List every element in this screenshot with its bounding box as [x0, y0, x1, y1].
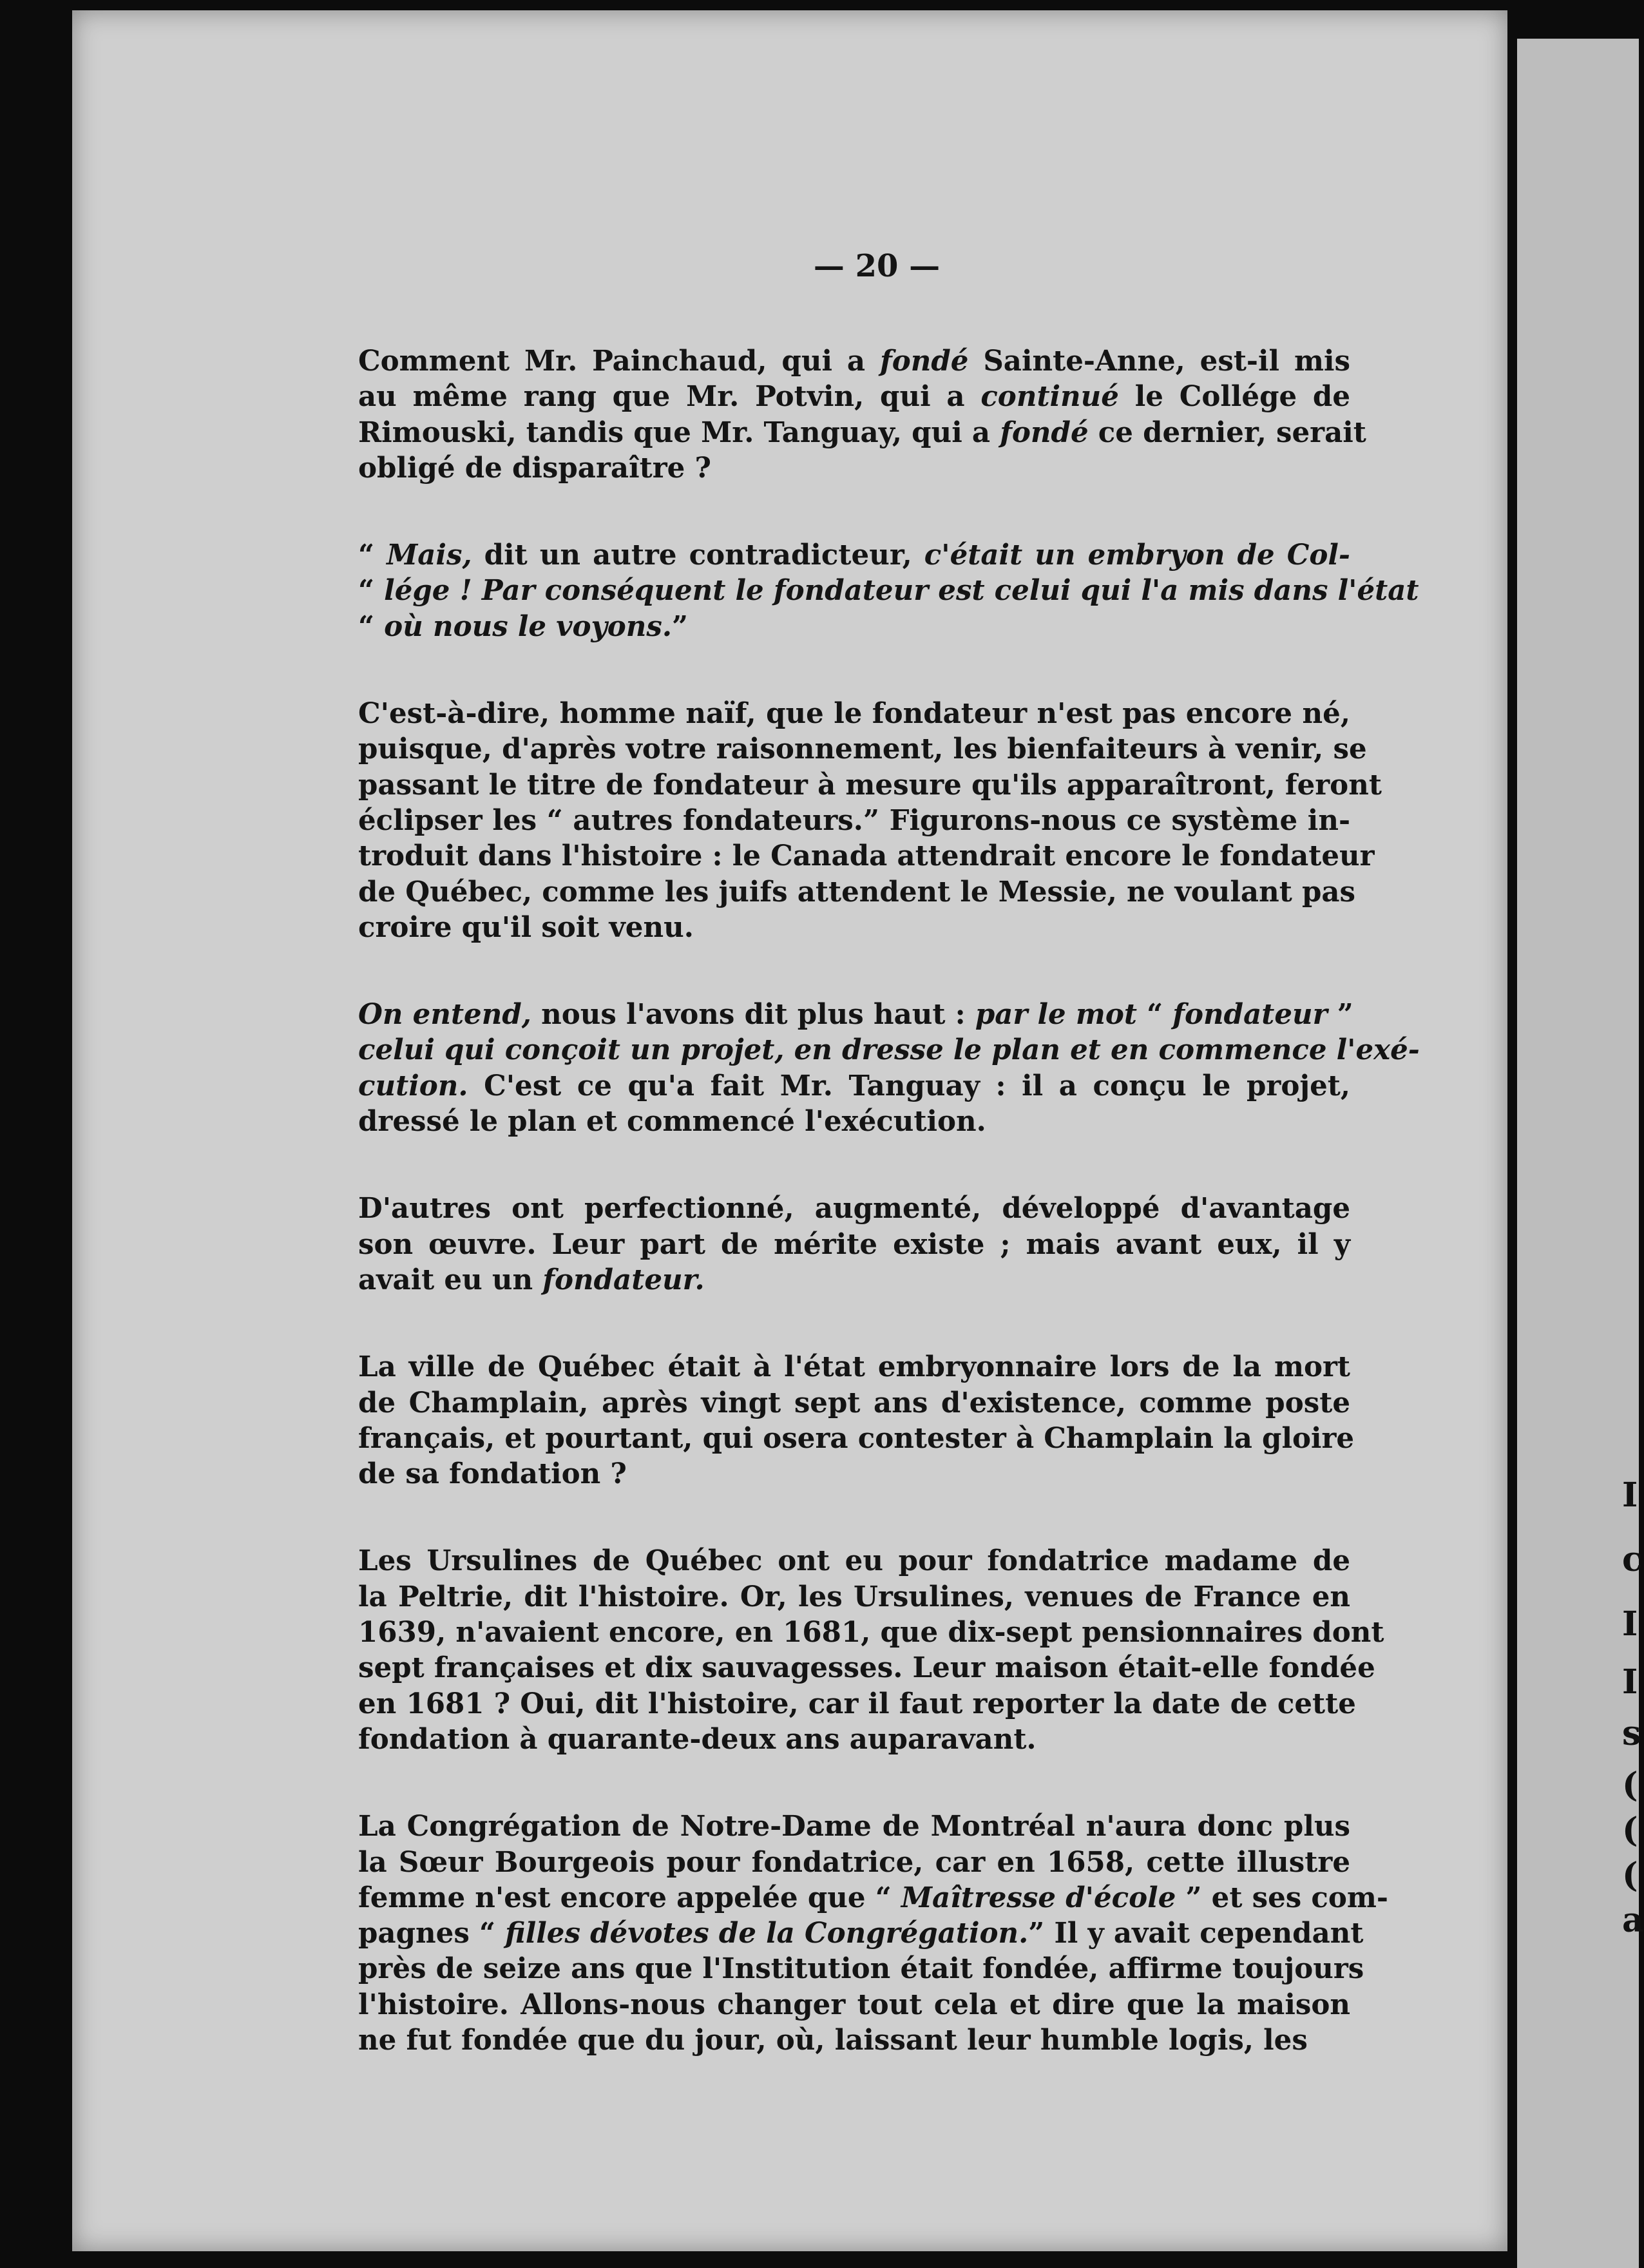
- text-line: [358, 1845, 1350, 1880]
- italic-text: Mais,: [387, 539, 472, 572]
- text-run: nous l'avons dit plus haut :: [531, 998, 975, 1032]
- italic-text: filles dévotes de la Congrégation.: [505, 1917, 1029, 1950]
- italic-text: lége ! Par conséquent le fondateur est celui qui l'a mis dans l'état: [384, 574, 1419, 608]
- text-line: [358, 1456, 1350, 1492]
- italic-text: Maîtresse d'école: [901, 1881, 1176, 1914]
- text-run: dit un autre contradicteur,: [472, 539, 924, 572]
- text-line: [358, 1722, 1350, 1757]
- text-line: [358, 573, 1419, 608]
- text-run: pagnes “: [358, 1917, 506, 1950]
- text-line: [358, 1916, 1364, 1951]
- italic-text: celui qui conçoit un projet, en dresse le plan et en commence l'exé-: [358, 1033, 1420, 1067]
- paragraph: [358, 537, 1419, 644]
- text-line: [358, 1421, 1355, 1456]
- text-run: ” et ses com-: [1176, 1881, 1388, 1914]
- text-run: ne fut fondée que du jour, où, laissant leur humble logis, les: [358, 2023, 1308, 2057]
- text-run: Les Ursulines de Québec ont eu pour fondatrice madame de: [358, 1544, 1350, 1578]
- text-run: puisque, d'après votre raisonnement, les bienfaiteurs à venir, se: [358, 733, 1367, 766]
- page-number: — 20 —: [813, 248, 941, 284]
- text-line: [358, 1880, 1388, 1916]
- text-line: [358, 1191, 1350, 1226]
- text-run: ce dernier, serait: [1088, 416, 1366, 449]
- text-run: Comment Mr. Painchaud, qui a: [358, 345, 880, 378]
- italic-text: c'était un embryon de Col-: [924, 539, 1350, 572]
- text-line: [358, 1349, 1350, 1385]
- text-run: fondation à quarante-deux ans auparavant.: [358, 1722, 1037, 1756]
- italic-text: où nous le voyons.: [384, 610, 673, 643]
- facing-page-letter: s: [1622, 1714, 1641, 1753]
- text-line: [358, 1579, 1350, 1615]
- paragraph: [358, 1349, 1355, 1492]
- text-line: [358, 997, 1353, 1032]
- facing-page-letter: I: [1622, 1604, 1638, 1644]
- italic-text: fondateur: [1172, 998, 1328, 1032]
- italic-text: continué: [980, 380, 1119, 414]
- text-run: au même rang que Mr. Potvin, qui a: [358, 380, 981, 414]
- text-run: passant le titre de fondateur à mesure qu'ils apparaîtront, feront: [358, 768, 1382, 802]
- text-line: [358, 343, 1350, 379]
- paragraph: [358, 1809, 1388, 2058]
- text-run: l'histoire. Allons-nous changer tout cela et dire que la maison: [358, 1988, 1350, 2021]
- facing-page-edge: [1517, 39, 1639, 2268]
- italic-text: cution.: [358, 1069, 468, 1102]
- text-run: ”: [1327, 998, 1353, 1032]
- text-line: [358, 537, 1350, 573]
- italic-text: fondé: [880, 345, 969, 378]
- text-run: de sa fondation ?: [358, 1457, 627, 1491]
- paragraph: [358, 343, 1366, 486]
- text-run: avait eu un: [358, 1263, 543, 1296]
- text-run: dressé le plan et commencé l'exécution.: [358, 1105, 986, 1139]
- text-line: [358, 1650, 1375, 1686]
- text-run: “: [1136, 998, 1173, 1032]
- text-run: “: [358, 610, 385, 643]
- text-run: La ville de Québec était à l'état embryonnaire lors de la mort: [358, 1350, 1350, 1384]
- text-run: Rimouski, tandis que Mr. Tanguay, qui a: [358, 416, 1000, 449]
- paragraph: [358, 1191, 1350, 1298]
- text-run: ”: [672, 610, 689, 643]
- text-run: la Sœur Bourgeois pour fondatrice, car en 1658, cette illustre: [358, 1845, 1350, 1879]
- text-line: [358, 803, 1350, 838]
- text-line: [358, 767, 1382, 803]
- text-line: [358, 696, 1350, 731]
- text-run: obligé de disparaître ?: [358, 451, 711, 485]
- text-line: [358, 1068, 1350, 1104]
- text-line: [358, 1104, 1350, 1139]
- page-text: [358, 248, 1420, 2109]
- text-line: [358, 1385, 1350, 1421]
- text-run: “: [358, 539, 387, 572]
- text-line: [358, 1543, 1350, 1579]
- facing-page-letter: (: [1622, 1856, 1638, 1895]
- text-run: croire qu'il soit venu.: [358, 910, 694, 944]
- text-line: [358, 1951, 1364, 1986]
- text-run: La Congrégation de Notre-Dame de Montréal n'aura donc plus: [358, 1810, 1350, 1843]
- facing-page-letter: (: [1622, 1765, 1638, 1805]
- facing-page-letter: (: [1622, 1811, 1638, 1850]
- facing-page-letter: c: [1622, 1540, 1643, 1579]
- text-line: [358, 415, 1366, 450]
- text-run: en 1681 ? Oui, dit l'histoire, car il faut reporter la date de cette: [358, 1687, 1356, 1720]
- text-run: son œuvre. Leur part de mérite existe ; mais avant eux, il y: [358, 1227, 1350, 1261]
- text-run: C'est-à-dire, homme naïf, que le fondateur n'est pas encore né,: [358, 697, 1350, 731]
- italic-text: On entend,: [358, 998, 531, 1032]
- text-line: [358, 609, 1350, 644]
- text-run: de Québec, comme les juifs attendent le Messie, ne voulant pas: [358, 875, 1356, 908]
- paragraph: [358, 1543, 1384, 1757]
- facing-page-letter: a: [1622, 1901, 1644, 1940]
- text-run: sept françaises et dix sauvagesses. Leur maison était-elle fondée: [358, 1651, 1375, 1685]
- text-run: le Collége de: [1119, 380, 1351, 414]
- italic-text: fondateur.: [542, 1263, 705, 1296]
- text-run: femme n'est encore appelée que “: [358, 1881, 901, 1914]
- italic-text: fondé: [1000, 416, 1089, 449]
- paragraph: [358, 696, 1382, 945]
- text-run: près de seize ans que l'Institution était fondée, affirme toujours: [358, 1952, 1364, 1986]
- facing-page-letter: I: [1622, 1475, 1638, 1515]
- text-run: Sainte-Anne, est-il mis: [968, 345, 1350, 378]
- text-line: [358, 2023, 1350, 2058]
- text-line: [358, 874, 1356, 910]
- text-line: [358, 379, 1350, 414]
- text-line: [358, 731, 1367, 767]
- text-line: [358, 1262, 1350, 1298]
- text-line: [358, 1032, 1420, 1068]
- text-line: [358, 450, 1350, 486]
- text-line: [358, 1615, 1384, 1650]
- text-run: ” Il y avait cependant: [1028, 1917, 1364, 1950]
- paragraph: [358, 997, 1420, 1139]
- text-line: [358, 1809, 1350, 1844]
- text-run: de Champlain, après vingt sept ans d'existence, comme poste: [358, 1386, 1350, 1419]
- text-line: [358, 1686, 1356, 1722]
- text-line: [358, 1227, 1350, 1262]
- text-run: 1639, n'avaient encore, en 1681, que dix-sept pensionnaires dont: [358, 1616, 1384, 1649]
- text-run: la Peltrie, dit l'histoire. Or, les Ursulines, venues de France en: [358, 1580, 1350, 1613]
- text-run: éclipser les “ autres fondateurs.” Figurons-nous ce système in-: [358, 803, 1350, 837]
- text-run: troduit dans l'histoire : le Canada attendrait encore le fondateur: [358, 840, 1375, 873]
- facing-page-letter: I: [1622, 1662, 1638, 1702]
- text-run: D'autres ont perfectionné, augmenté, développé d'avantage: [358, 1192, 1350, 1225]
- text-run: “: [358, 574, 385, 608]
- text-line: [358, 838, 1375, 874]
- paragraphs: [358, 343, 1420, 2058]
- text-run: C'est ce qu'a fait Mr. Tanguay : il a conçu le projet,: [468, 1069, 1350, 1102]
- text-line: [358, 1987, 1350, 2023]
- text-run: français, et pourtant, qui osera contester à Champlain la gloire: [358, 1421, 1355, 1455]
- text-line: [358, 910, 1350, 945]
- italic-text: par le mot: [975, 998, 1137, 1032]
